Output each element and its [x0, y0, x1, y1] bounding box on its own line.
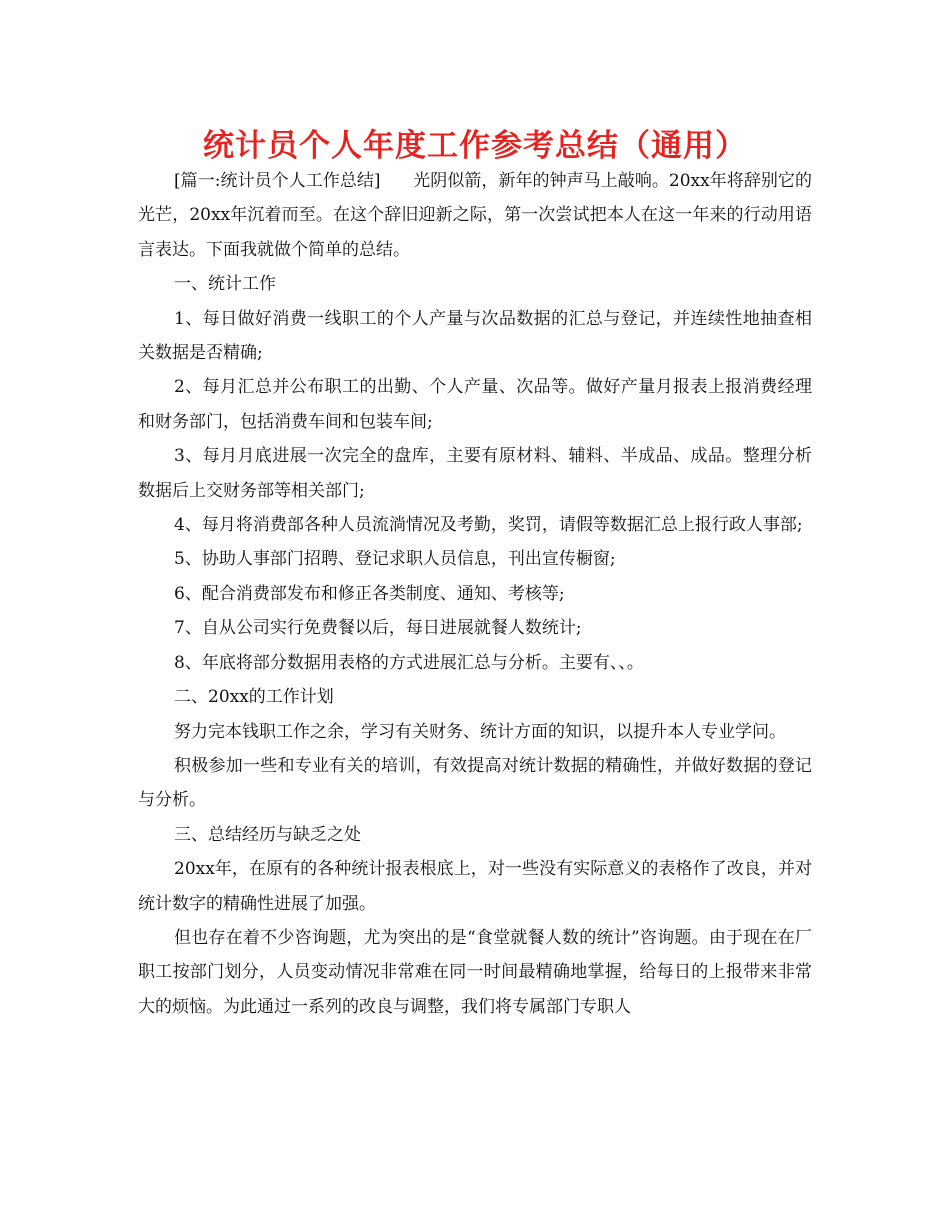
section-tag: [篇一:统计员个人工作总结]	[174, 171, 381, 191]
document-body	[138, 164, 812, 1024]
section-tag-gap	[381, 171, 414, 191]
paragraph: 1、每日做好消费一线职工的个人产量与次品数据的汇总与登记，并连续性地抽查相关数据是否精确;	[138, 308, 812, 364]
paragraph: 4、每月将消费部各种人员流淌情况及考勤，奖罚，请假等数据汇总上报行政人事部;	[174, 515, 803, 536]
paragraph: 5、协助人事部门招聘、登记求职人员信息，刊出宣传橱窗;	[174, 549, 616, 570]
intro-text: 光阴似箭，新年的钟声马上敲响。20xx年将辞别它的光芒，20xx年沉着而至。在这个辞旧迎新之际，第一次尝试把本人在这一年来的行动用语言表达。下面我就做个简单的总结。	[138, 171, 812, 260]
paragraph: 努力完本钱职工作之余，学习有关财务、统计方面的知识，以提升本人专业学问。	[174, 721, 786, 742]
paragraph: 20xx年，在原有的各种统计报表根底上，对一些没有实际意义的表格作了改良，并对统计数字的精确性进展了加强。	[138, 859, 812, 914]
paragraph: 但也存在着不少咨询题，尤为突出的是“食堂就餐人数的统计”咨询题。由于现在在厂职工按部门划分，人员变动情况非常难在同一时间最精确地掌握，给每日的上报带来非常大的烦恼。为此通过一系列的改良与调整，我们将专属部门专职人	[138, 927, 812, 1017]
paragraph: 3、每月月底进展一次完全的盘库，主要有原材料、辅料、半成品、成品。整理分析数据后上交财务部等相关部门;	[138, 446, 812, 501]
paragraph: 8、年底将部分数据用表格的方式进展汇总与分析。主要有、、。	[174, 652, 644, 673]
intro-paragraph	[138, 164, 812, 267]
paragraph: 二、20xx的工作计划	[174, 687, 334, 708]
paragraph: 6、配合消费部发布和修正各类制度、通知、考核等;	[174, 583, 565, 604]
paragraph: 2、每月汇总并公布职工的出勤、个人产量、次品等。做好产量月报表上报消费经理和财务部门，包括消费车间和包装车间;	[138, 377, 812, 432]
paragraph: 积极参加一些和专业有关的培训，有效提高对统计数据的精确性，并做好数据的登记与分析。	[138, 755, 812, 811]
paragraph: 7、自从公司实行免费餐以后，每日进展就餐人数统计;	[174, 618, 582, 639]
paragraph: 一、统计工作	[174, 274, 276, 295]
paragraph: 三、总结经历与缺乏之处	[174, 824, 361, 845]
document-title: 统计员个人年度工作参考总结（通用）	[203, 128, 747, 164]
